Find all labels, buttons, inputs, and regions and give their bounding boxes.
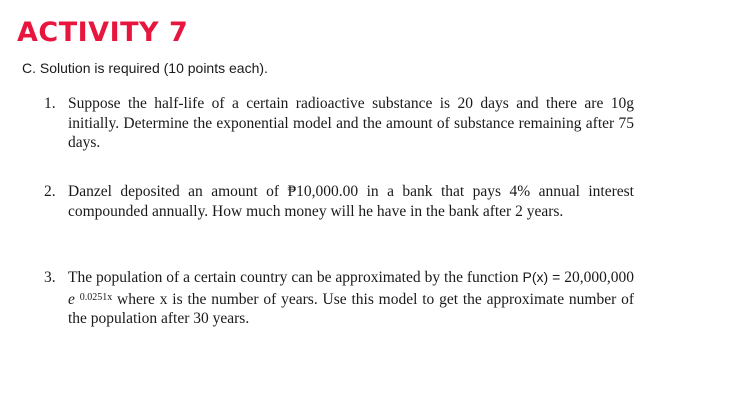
problem-text: Suppose the half-life of a certain radioactive substance is 20 days and there are 10g initially. Determine the exponential model and the amount of substance remaining after 75 days. — [68, 95, 634, 151]
problem-number: 3. — [44, 269, 56, 286]
problem-number: 1. — [44, 95, 56, 112]
exponent: 0.0251x — [79, 291, 113, 303]
problem-text-tail: where x is the number of years. Use this model to get the approximate number of the population after 30 years. — [68, 290, 634, 327]
problem-text — [68, 268, 634, 329]
problem-text: Danzel deposited an amount of ₱10,000.00 in a bank that pays 4% annual interest compounded annually. How much money will he have in the bank after 2 years. — [68, 183, 634, 220]
problem-number: 2. — [44, 183, 56, 200]
euler-base: e — [68, 290, 75, 308]
problem-item — [44, 94, 634, 153]
problem-item — [44, 182, 634, 221]
population-coefficient: 20,000,000 — [564, 269, 635, 286]
instruction-text: C. Solution is required (10 points each). — [22, 60, 268, 76]
function-notation: P(x) = — [522, 269, 561, 285]
activity-title: ACTIVITY 7 — [17, 17, 189, 48]
problem-item — [44, 268, 634, 329]
problem-text-lead: The population of a certain country can be approximated by the function — [68, 269, 519, 286]
